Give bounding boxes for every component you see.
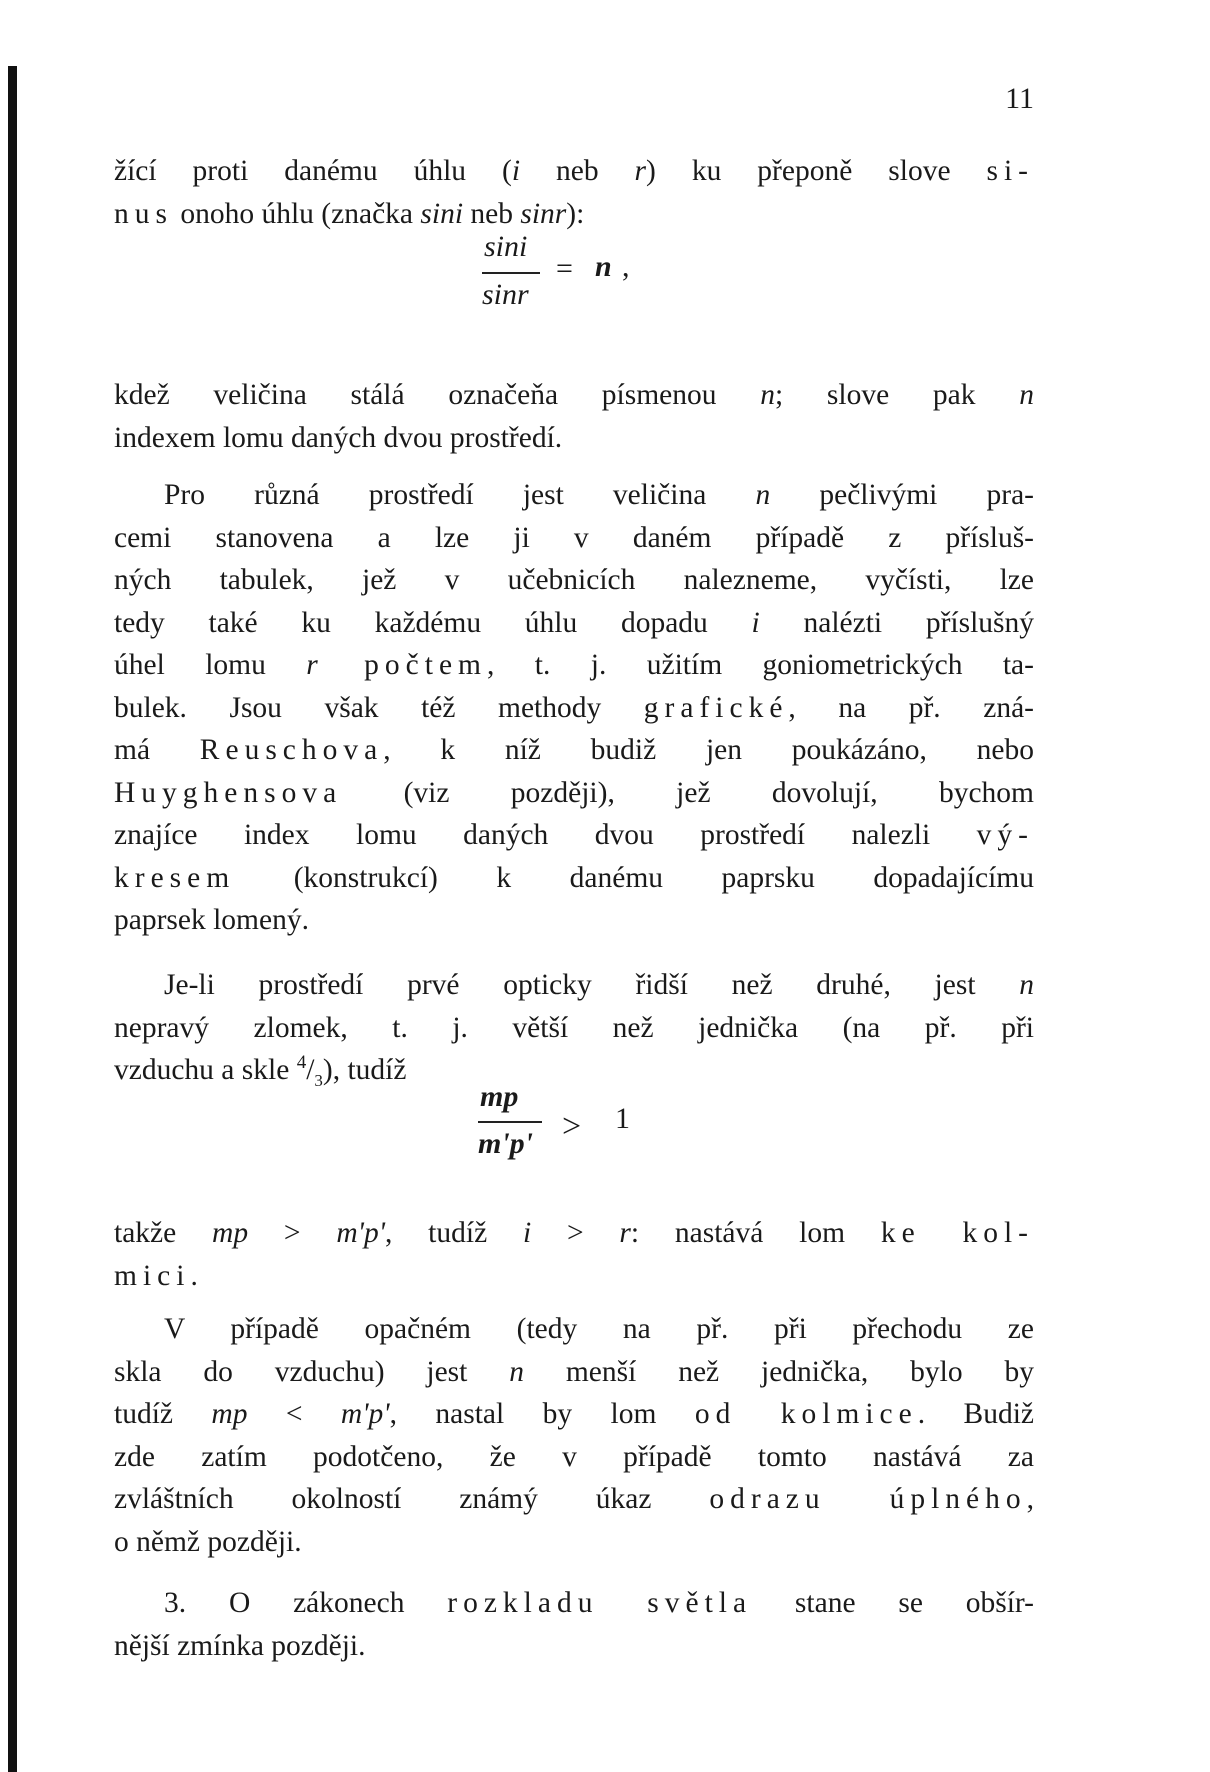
formula-numerator: sini	[484, 230, 528, 263]
formula-rhs: 1	[615, 1102, 630, 1135]
text-line: žící proti danému úhlu (i neb r) ku přeponě slove si-	[114, 155, 1034, 187]
text-line: nější zmínka později.	[114, 1629, 366, 1662]
text-line: ných tabulek, jež v učebnicích nalezneme, vyčísti, lze	[114, 564, 1034, 596]
text-line: Pro různá prostředí jest veličina n pečlivými pra-	[164, 479, 1034, 511]
paragraph-dispersion	[114, 1582, 1034, 1667]
text-line: o němž později.	[114, 1525, 302, 1558]
intro-text	[114, 150, 1034, 235]
text-line: znajíce index lomu daných dvou prostředí nalezli vý-	[114, 819, 1034, 851]
text-line: Huyghensova (viz později), jež dovolují, bychom	[114, 776, 1034, 809]
text-line: zde zatím podotčeno, že v případě tomto nastává za	[114, 1440, 1034, 1473]
formula-relation: >	[562, 1108, 582, 1145]
text-line: bulek. Jsou však též methody grafické, na př. zná-	[114, 691, 1034, 724]
paragraph-methods	[114, 474, 1034, 942]
text-line: V případě opačném (tedy na př. při přechodu ze	[164, 1313, 1034, 1345]
text-line: paprsek lomený.	[114, 904, 309, 936]
book-spine-edge	[8, 66, 17, 1772]
text-line: kresem (konstrukcí) k danému paprsku dopadajícímu	[114, 861, 1034, 894]
formula-denominator: sinr	[482, 278, 529, 311]
paragraph-toward-normal	[114, 1212, 1034, 1297]
fraction-bar	[482, 272, 540, 274]
formula-numerator: mp	[480, 1080, 519, 1113]
page-number: 11	[1005, 82, 1034, 115]
text-line: nepravý zlomek, t. j. větší než jednička (na př. při	[114, 1011, 1034, 1044]
paragraph-rarer-medium	[114, 964, 1034, 1092]
formula-denominator: m'p'	[478, 1127, 534, 1160]
text-line: má Reuschova, k níž budiž jen poukázáno, nebo	[114, 734, 1034, 766]
text-line: mici.	[114, 1259, 198, 1292]
text-line: nus onoho úhlu (značka sini neb sinr):	[114, 197, 585, 230]
text-line: vzduchu a skle $^4/_3$), tudíž	[114, 1052, 407, 1090]
formula-punct: ,	[622, 250, 630, 283]
paragraph-opposite-case	[114, 1308, 1034, 1563]
text-line: takže mp > m'p', tudíž i > r: nastává lom ke kol-	[114, 1217, 1034, 1249]
fraction-bar	[478, 1121, 542, 1123]
text-line: zvláštních okolností známý úkaz odrazu úplného,	[114, 1483, 1034, 1515]
text-line: tedy také ku každému úhlu dopadu i nalézti příslušný	[114, 606, 1034, 639]
formula-rhs: n	[595, 250, 612, 283]
text-line: tudíž mp < m'p', nastal by lom od kolmice. Budiž	[114, 1398, 1034, 1430]
text-line: indexem lomu daných dvou prostředí.	[114, 421, 563, 454]
text-line: Je-li prostředí prvé opticky řidší než druhé, jest n	[164, 969, 1034, 1001]
formula-relation: =	[556, 252, 573, 285]
text-line: cemi stanovena a lze ji v daném případě z přísluš-	[114, 521, 1034, 554]
paragraph-index	[114, 374, 1034, 459]
text-line: úhel lomu r počtem, t. j. užitím goniometrických ta-	[114, 649, 1034, 681]
text-line: 3. O zákonech rozkladu světla stane se obšír-	[164, 1587, 1034, 1619]
text-line: kdež veličina stálá označeňa písmenou n; slove pak n	[114, 379, 1034, 411]
text-line: skla do vzduchu) jest n menší než jednička, bylo by	[114, 1355, 1034, 1388]
